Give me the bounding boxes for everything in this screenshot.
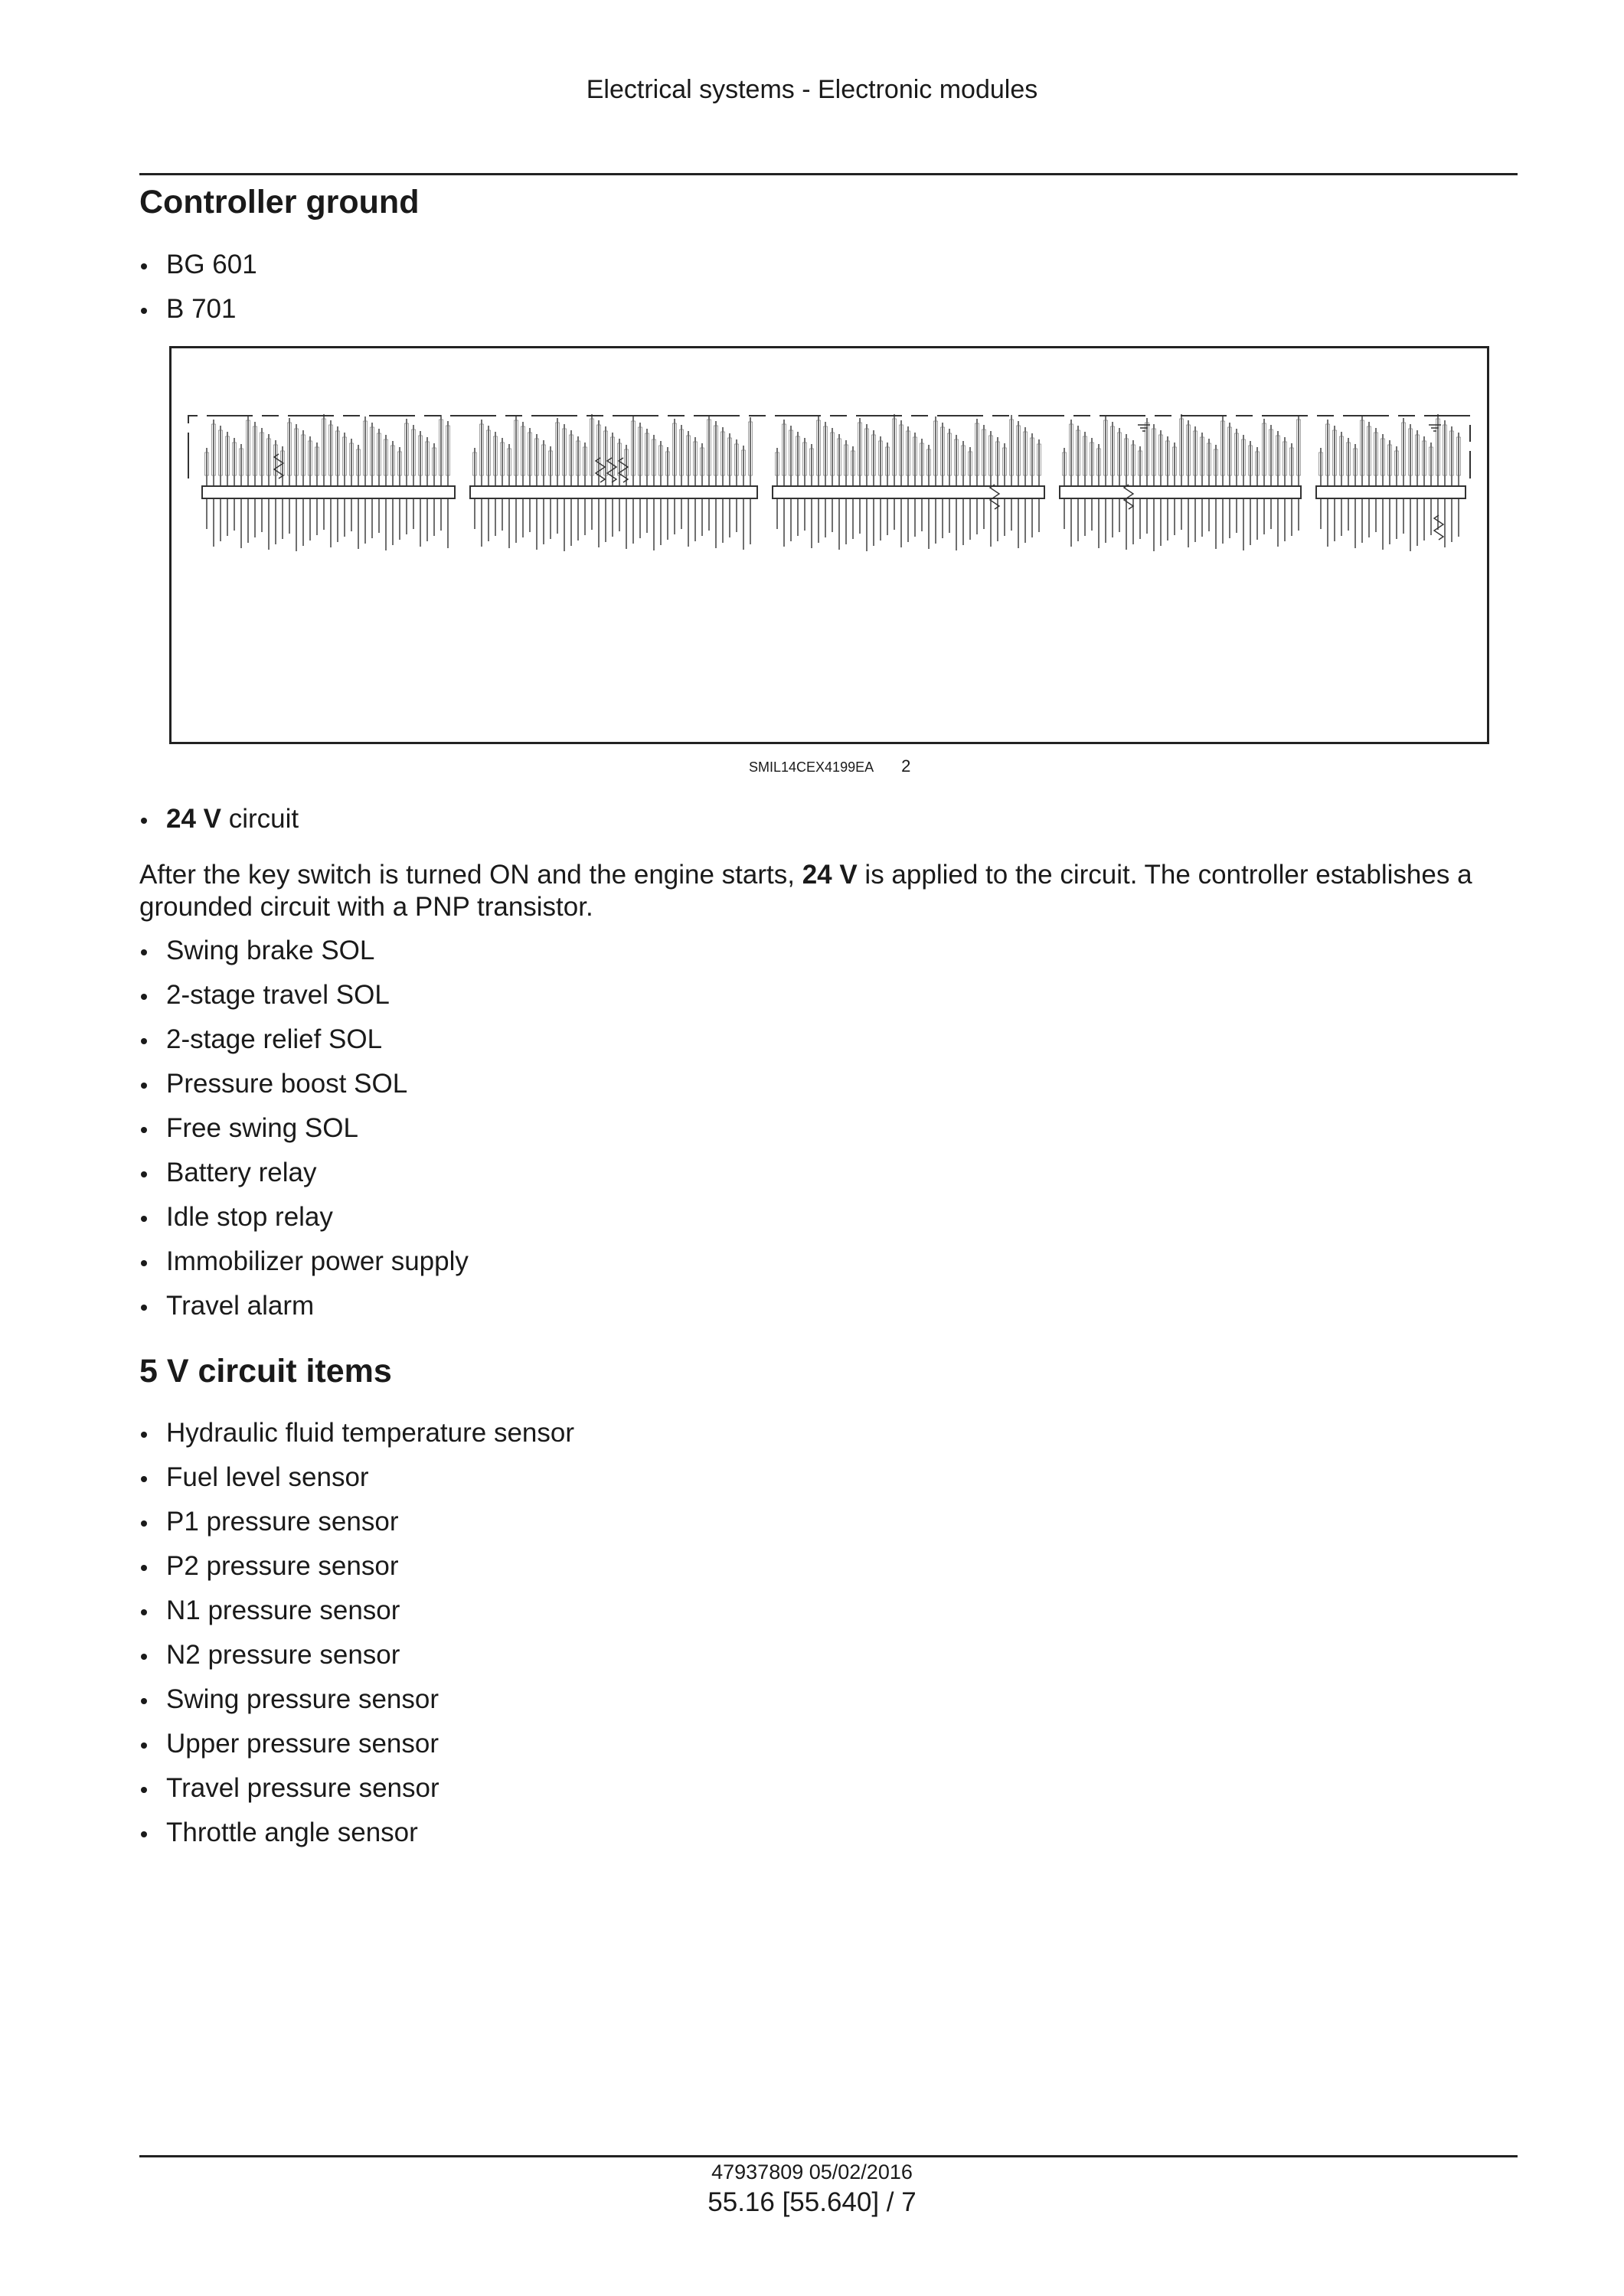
list-item: Swing pressure sensor bbox=[139, 1677, 574, 1722]
list-item: Pressure boost SOL bbox=[139, 1062, 469, 1106]
list-item: Free swing SOL bbox=[139, 1106, 469, 1151]
list-item: N1 pressure sensor bbox=[139, 1589, 574, 1633]
list-item: 2-stage travel SOL bbox=[139, 973, 469, 1017]
list-item: 2-stage relief SOL bbox=[139, 1017, 469, 1062]
circuit-24v-bullet bbox=[139, 797, 299, 841]
list-item: BG 601 bbox=[139, 243, 257, 287]
list-item: Immobilizer power supply bbox=[139, 1239, 469, 1284]
paragraph-text: After the key switch is turned ON and the engine starts, bbox=[139, 860, 802, 890]
figure-caption bbox=[749, 756, 910, 776]
figure-number: 2 bbox=[901, 756, 911, 776]
voltage-label: 24 V bbox=[166, 804, 221, 834]
list-item: Travel alarm bbox=[139, 1284, 469, 1328]
circuit-24v-items-list bbox=[139, 929, 469, 1328]
list-item: Fuel level sensor bbox=[139, 1455, 574, 1500]
paragraph-text: is applied to the circuit. The controller establishes a grounded circuit with a PNP transistor. bbox=[139, 860, 1472, 922]
circuit-24v-paragraph bbox=[139, 859, 1487, 923]
list-item: B 701 bbox=[139, 287, 257, 331]
connector-block bbox=[773, 486, 1044, 498]
footer-rule bbox=[139, 2155, 1518, 2157]
list-item: Travel pressure sensor bbox=[139, 1766, 574, 1811]
paragraph-voltage: 24 V bbox=[802, 860, 858, 890]
header-rule bbox=[139, 173, 1518, 175]
ground-symbol bbox=[1138, 425, 1150, 431]
circuit-label: circuit bbox=[221, 804, 299, 834]
ground-symbol bbox=[1429, 425, 1441, 431]
list-item: Swing brake SOL bbox=[139, 929, 469, 973]
list-item: Idle stop relay bbox=[139, 1195, 469, 1239]
footer-page-ref: 55.16 [55.640] / 7 bbox=[707, 2187, 917, 2217]
controller-ground-list bbox=[139, 243, 257, 331]
list-item: P2 pressure sensor bbox=[139, 1544, 574, 1589]
figure-code: SMIL14CEX4199EA bbox=[749, 759, 874, 775]
list-item: P1 pressure sensor bbox=[139, 1500, 574, 1544]
section-heading-5v-circuit: 5 V circuit items bbox=[139, 1353, 392, 1390]
list-item: Upper pressure sensor bbox=[139, 1722, 574, 1766]
list-item bbox=[139, 797, 299, 841]
footer-document-ref: 47937809 05/02/2016 bbox=[711, 2160, 913, 2183]
resistor-symbol bbox=[607, 458, 616, 482]
resistor-symbol bbox=[1434, 515, 1443, 540]
section-heading-controller-ground: Controller ground bbox=[139, 184, 420, 220]
connector-block bbox=[1060, 486, 1301, 498]
list-item: N2 pressure sensor bbox=[139, 1633, 574, 1677]
circuit-5v-items-list bbox=[139, 1411, 574, 1855]
list-item: Throttle angle sensor bbox=[139, 1811, 574, 1855]
running-header: Electrical systems - Electronic modules bbox=[586, 75, 1038, 104]
connector-block bbox=[470, 486, 757, 498]
list-item: Battery relay bbox=[139, 1151, 469, 1195]
wiring-diagram bbox=[172, 348, 1487, 742]
wiring-diagram-figure bbox=[169, 346, 1489, 744]
list-item: Hydraulic fluid temperature sensor bbox=[139, 1411, 574, 1455]
connector-block bbox=[202, 486, 455, 498]
connector-block bbox=[1316, 486, 1466, 498]
